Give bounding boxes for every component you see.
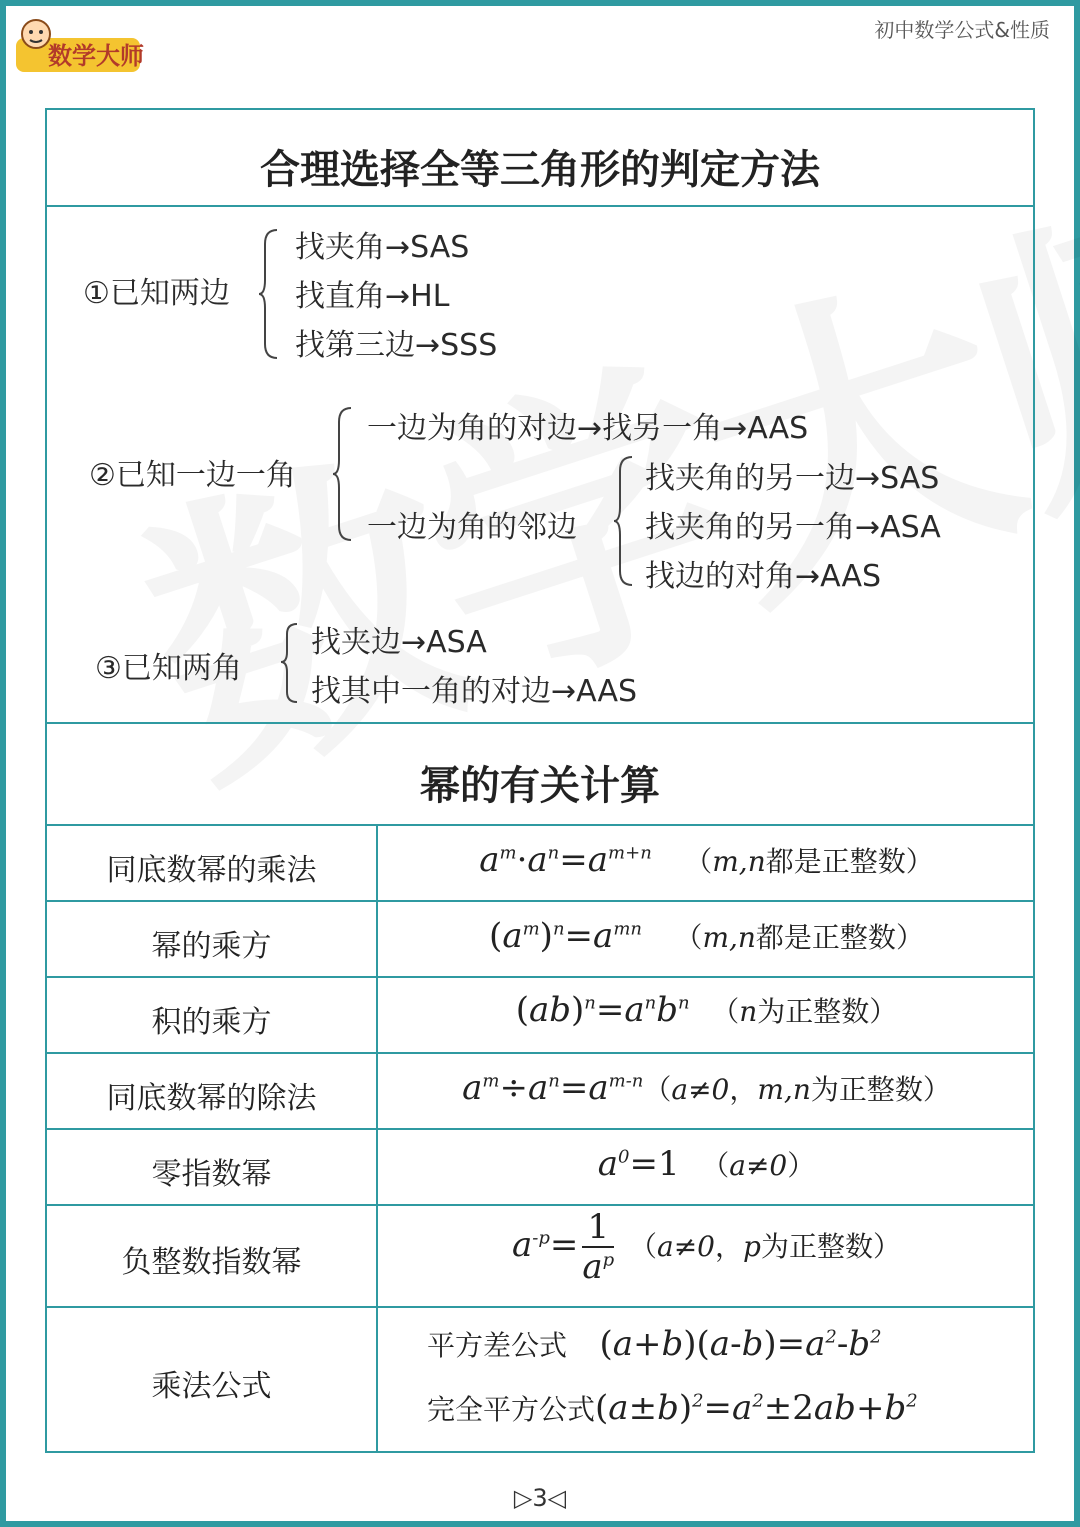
brace-icon bbox=[279, 622, 301, 704]
divider bbox=[47, 1204, 1033, 1206]
formula-power-rule: $(a^m)^n=a^{mn}$ （m,n都是正整数） bbox=[489, 916, 924, 956]
divider bbox=[47, 976, 1033, 978]
group2-item: 一边为角的对边→找另一角→AAS bbox=[367, 411, 809, 446]
formula-product-rule: $a^m\cdot a^n=a^{m+n}$ （m,n都是正整数） bbox=[479, 840, 934, 880]
row-name: 同底数幂的乘法 bbox=[106, 853, 317, 888]
formula-perfect-square: 完全平方公式$(a\pm b)^2=a^2\pm 2ab+b^2$ bbox=[427, 1388, 918, 1428]
group3-item: 找夹边→ASA bbox=[311, 625, 487, 660]
brace-icon bbox=[331, 406, 355, 542]
document-title: 初中数学公式&性质 bbox=[874, 18, 1050, 42]
divider bbox=[47, 824, 1033, 826]
divider bbox=[47, 1128, 1033, 1130]
divider bbox=[47, 1052, 1033, 1054]
logo bbox=[14, 12, 144, 74]
divider bbox=[47, 900, 1033, 902]
group2-sub-item: 找夹角的另一角→ASA bbox=[645, 510, 941, 545]
group2-sub-item: 找边的对角→AAS bbox=[645, 559, 882, 594]
group2-sub-item: 找夹角的另一边→SAS bbox=[645, 461, 940, 496]
row-name: 零指数幂 bbox=[151, 1157, 272, 1192]
formula-quotient-rule: $a^m\div a^n=a^{m-n}(a\ne 0$，m,n为正整数） bbox=[462, 1068, 951, 1108]
group1-item: 找直角→HL bbox=[295, 279, 450, 314]
formula-negative-exponent: $a^{-p}=$ $\frac{1}{a^p}$ （a≠0，p为正整数） bbox=[512, 1207, 901, 1287]
brace-icon bbox=[257, 228, 281, 360]
row-name: 积的乘方 bbox=[151, 1005, 272, 1040]
formula-zero-exponent: $a^0=1$ （a≠0） bbox=[597, 1144, 816, 1184]
group3-item: 找其中一角的对边→AAS bbox=[311, 674, 638, 709]
row-name: 乘法公式 bbox=[151, 1369, 272, 1404]
formula-difference-of-squares: 平方差公式 $(a+b)(a-b)=a^2-b^2$ bbox=[427, 1324, 882, 1364]
divider bbox=[47, 1306, 1033, 1308]
group2-label: ②已知一边一角 bbox=[89, 458, 296, 493]
row-name: 同底数幂的除法 bbox=[106, 1081, 317, 1116]
section2-title: 幂的有关计算 bbox=[420, 763, 660, 809]
group1-item: 找第三边→SSS bbox=[295, 328, 498, 363]
divider bbox=[47, 205, 1033, 207]
group1-item: 找夹角→SAS bbox=[295, 230, 470, 265]
formula-product-power: $(ab)^n=a^nb^n$ （n为正整数） bbox=[515, 990, 898, 1030]
row-name: 负整数指数幂 bbox=[121, 1245, 302, 1280]
page-number: ▷3◁ bbox=[513, 1484, 567, 1512]
brace-icon bbox=[612, 455, 636, 587]
group1-label: ①已知两边 bbox=[83, 276, 230, 311]
group2-item: 一边为角的邻边 bbox=[367, 510, 577, 545]
row-name: 幂的乘方 bbox=[151, 929, 272, 964]
group3-label: ③已知两角 bbox=[95, 651, 242, 686]
divider bbox=[47, 722, 1033, 724]
content-box bbox=[45, 108, 1035, 1453]
section1-title: 合理选择全等三角形的判定方法 bbox=[260, 147, 820, 193]
logo-text: 数学大师 bbox=[48, 42, 144, 70]
